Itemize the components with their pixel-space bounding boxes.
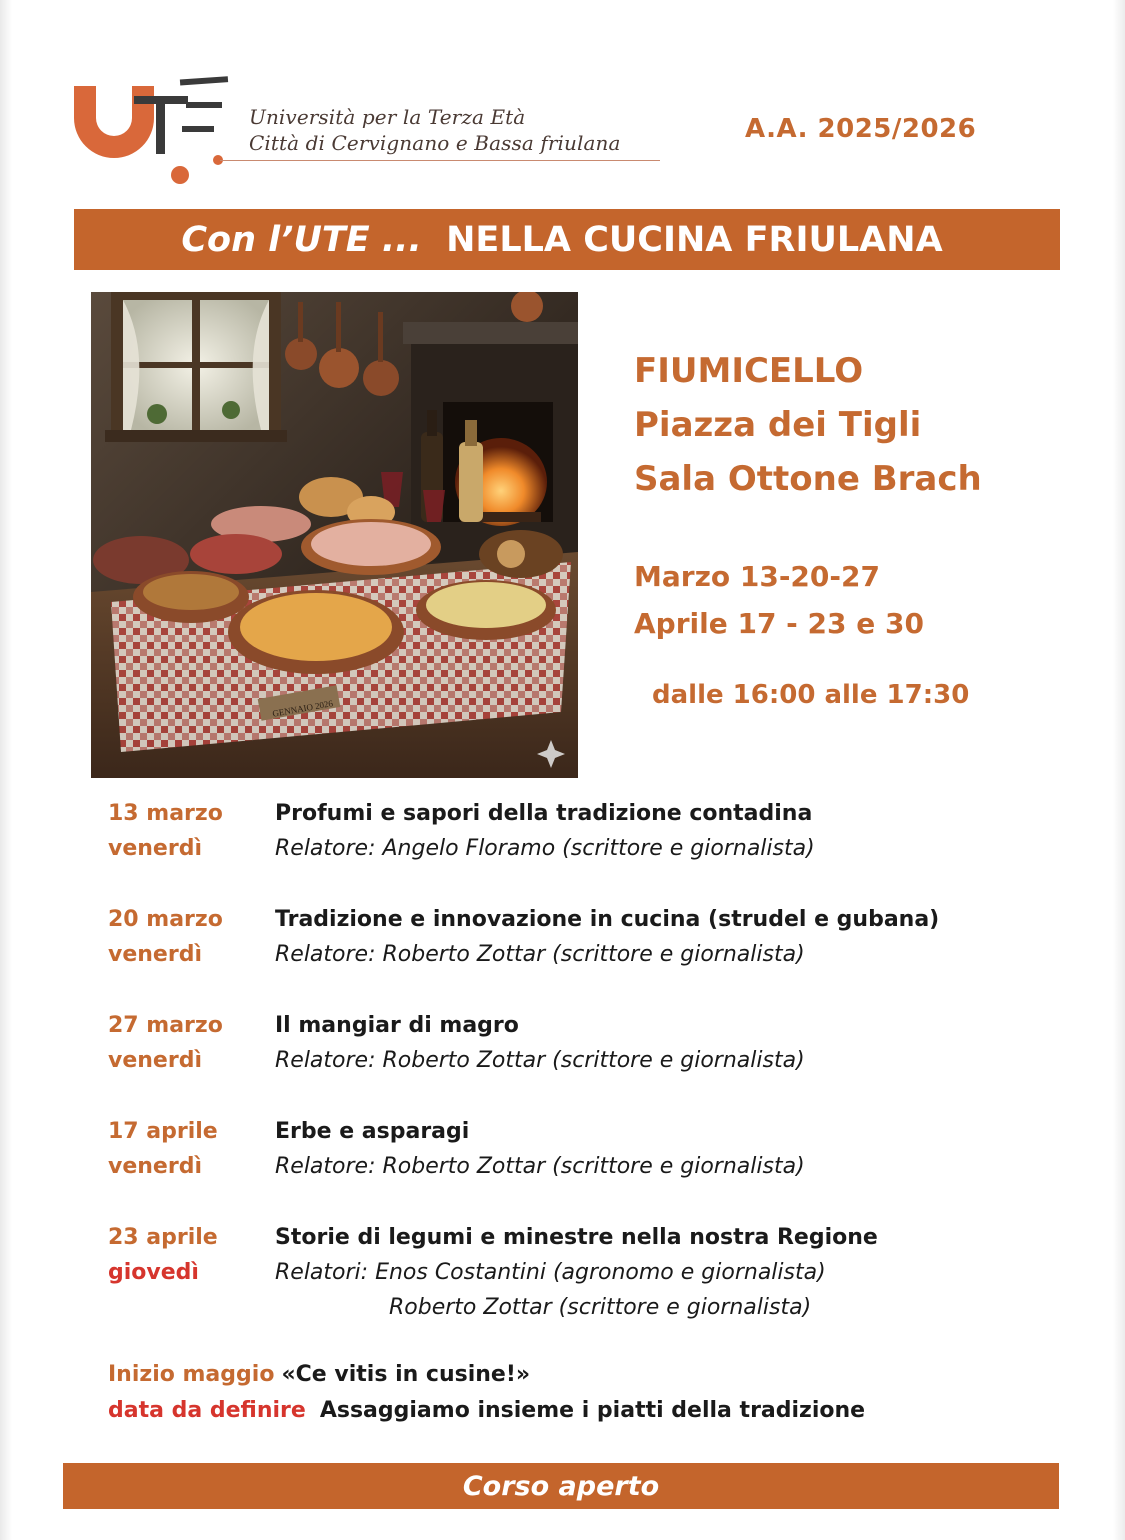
ravioli <box>426 582 546 628</box>
title-part1: Con l’UTE ... <box>181 220 422 260</box>
schedule-title: Il mangiar di magro <box>275 1013 519 1038</box>
footer-label: Corso aperto <box>462 1471 660 1502</box>
venue-block <box>634 344 982 506</box>
schedule-date <box>108 796 223 866</box>
org-name-line2: Città di Cervignano e Bassa friulana <box>249 131 621 155</box>
schedule-speaker-second: Roberto Zottar (scrittore e giornalista) <box>389 1295 812 1320</box>
logo-e-bottom <box>182 126 214 132</box>
schedule-date <box>108 902 223 972</box>
final-event-when: Inizio maggio <box>108 1362 275 1387</box>
wine-bottle-2 <box>459 442 483 522</box>
schedule-speaker: Relatore: Roberto Zottar (scrittore e giornalista) <box>275 1154 805 1179</box>
kitchen-illustration <box>91 292 578 778</box>
schedule-date <box>108 1008 223 1078</box>
schedule-info <box>275 1220 878 1325</box>
final-event-when2: data da definire <box>108 1398 306 1423</box>
dates-march: Marzo 13-20-27 <box>634 560 880 593</box>
dates-april: Aprile 17 - 23 e 30 <box>634 607 924 640</box>
logo-e-top <box>180 76 228 85</box>
venue-town: FIUMICELLO <box>634 351 864 391</box>
page-edge-right <box>1113 0 1125 1540</box>
title-banner-text <box>74 209 1060 270</box>
schedule-weekday: venerdì <box>108 942 202 967</box>
schedule-date-day: 13 marzo <box>108 801 223 826</box>
schedule-date <box>108 1114 218 1184</box>
ute-logo <box>72 76 232 188</box>
table-sign-text: GENNAIO 2026 <box>271 698 334 719</box>
schedule-date-day: 20 marzo <box>108 907 223 932</box>
schedule-weekday: venerdì <box>108 1154 202 1179</box>
schedule-weekday: venerdì <box>108 1048 202 1073</box>
final-event-subtitle: Assaggiamo insieme i piatti della tradizione <box>319 1398 866 1423</box>
schedule-speaker: Relatore: Roberto Zottar (scrittore e giornalista) <box>275 1048 805 1073</box>
final-event-line1 <box>108 1357 865 1393</box>
schedule-info <box>275 1008 805 1078</box>
schedule-row <box>108 796 1048 902</box>
final-event-line2 <box>108 1393 865 1429</box>
frico <box>240 593 392 661</box>
title-banner <box>74 209 1060 270</box>
schedule-weekday: giovedì <box>108 1260 199 1285</box>
schedule-speaker: Relatore: Roberto Zottar (scrittore e giornalista) <box>275 942 805 967</box>
page-edge-left <box>0 0 12 1540</box>
org-name-line1: Università per la Terza Età <box>249 105 526 129</box>
schedule-date-day: 17 aprile <box>108 1119 218 1144</box>
schedule-speaker: Relatore: Angelo Floramo (scrittore e giornalista) <box>275 836 815 861</box>
venue-square: Piazza dei Tigli <box>634 405 922 445</box>
academic-year: A.A. 2025/2026 <box>745 114 977 144</box>
footer-banner <box>63 1463 1059 1509</box>
schedule-row <box>108 1220 1048 1326</box>
schedule-row <box>108 1114 1048 1220</box>
prosciutto <box>311 522 431 566</box>
venue-hall: Sala Ottone Brach <box>634 459 982 499</box>
schedule-date <box>108 1220 218 1290</box>
schedule-info <box>275 1114 805 1184</box>
schedule-row <box>108 1008 1048 1114</box>
soup-bowl <box>143 574 239 610</box>
schedule-date-day: 27 marzo <box>108 1013 223 1038</box>
schedule-weekday: venerdì <box>108 836 202 861</box>
schedule-title: Profumi e sapori della tradizione contadina <box>275 801 813 826</box>
organization-name <box>249 104 620 156</box>
schedule-info <box>275 796 815 866</box>
hours: dalle 16:00 alle 17:30 <box>652 680 970 710</box>
logo-e-middle <box>186 102 222 108</box>
schedule-row <box>108 902 1048 1008</box>
title-part2: NELLA CUCINA FRIULANA <box>446 220 943 260</box>
schedule-date-day: 23 aprile <box>108 1225 218 1250</box>
schedule-info <box>275 902 939 972</box>
final-event <box>108 1357 865 1429</box>
logo-dot-large <box>171 166 189 184</box>
schedule-speaker: Relatori: Enos Costantini (agronomo e giornalista) <box>275 1260 826 1285</box>
schedule-title: Tradizione e innovazione in cucina (strudel e gubana) <box>275 907 940 932</box>
schedule-title: Erbe e asparagi <box>275 1119 470 1144</box>
final-event-title: «Ce vitis in cusine!» <box>281 1362 531 1387</box>
dates-block <box>634 553 924 647</box>
schedule-title: Storie di legumi e minestre nella nostra Regione <box>275 1225 878 1250</box>
logo-t-stem <box>156 96 165 154</box>
schedule <box>108 796 1048 1326</box>
header-rule <box>220 160 660 161</box>
